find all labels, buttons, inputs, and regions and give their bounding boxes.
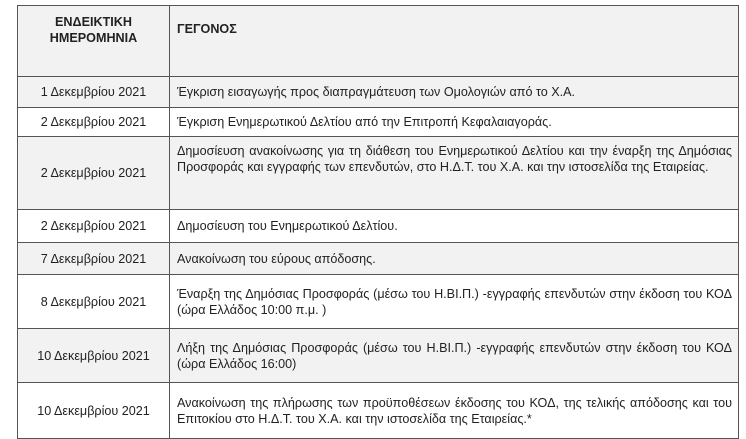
row-event: Λήξη της Δημόσιας Προσφοράς (μέσω του Η.ΒΙ.Π.) -εγγραφής επενδυτών στην έκδοση του ΚΟΔ (ώρα Ελλάδος 16:00) bbox=[170, 329, 739, 383]
row-date: 2 Δεκεμβρίου 2021 bbox=[18, 108, 170, 137]
header-date bbox=[18, 6, 170, 77]
table-row bbox=[18, 329, 739, 383]
row-event: Έγκριση Ενημερωτικού Δελτίου από την Επιτροπή Κεφαλαιαγοράς. bbox=[170, 108, 739, 137]
row-event: Έγκριση εισαγωγής προς διαπραγμάτευση των Ομολογιών από το Χ.Α. bbox=[170, 77, 739, 108]
row-event: Δημοσίευση ανακοίνωσης για τη διάθεση του Ενημερωτικού Δελτίου και την έναρξη της Δημόσιας Προσφοράς και εγγραφής των επενδυτών, στο Η.Δ.Τ. του Χ.Α. και την ιστοσελίδα της Εταιρείας. bbox=[170, 137, 739, 210]
table-row bbox=[18, 383, 739, 439]
row-date: 7 Δεκεμβρίου 2021 bbox=[18, 243, 170, 275]
header-date-line1: ΕΝΔΕΙΚΤΙΚΗ bbox=[55, 15, 132, 29]
header-date-line2: ΗΜΕΡΟΜΗΝΙΑ bbox=[49, 31, 138, 45]
timeline-table bbox=[17, 5, 739, 439]
row-event: Ανακοίνωση της πλήρωσης των προϋποθέσεων έκδοσης του ΚΟΔ, της τελικής απόδοσης και του Επιτοκίου στο Η.Δ.Τ. του Χ.Α. και την ιστοσελίδα της Εταιρείας.* bbox=[170, 383, 739, 439]
table-row bbox=[18, 243, 739, 275]
row-date: 1 Δεκεμβρίου 2021 bbox=[18, 77, 170, 108]
row-date: 2 Δεκεμβρίου 2021 bbox=[18, 137, 170, 210]
table-row bbox=[18, 108, 739, 137]
header-event: ΓΕΓΟΝΟΣ bbox=[170, 6, 739, 77]
table-row bbox=[18, 210, 739, 243]
row-date: 10 Δεκεμβρίου 2021 bbox=[18, 329, 170, 383]
table-row bbox=[18, 77, 739, 108]
row-date: 2 Δεκεμβρίου 2021 bbox=[18, 210, 170, 243]
table-row bbox=[18, 137, 739, 210]
table-row bbox=[18, 275, 739, 329]
table-header-row bbox=[18, 6, 739, 77]
row-date: 10 Δεκεμβρίου 2021 bbox=[18, 383, 170, 439]
row-event: Ανακοίνωση του εύρους απόδοσης. bbox=[170, 243, 739, 275]
row-event: Έναρξη της Δημόσιας Προσφοράς (μέσω του Η.ΒΙ.Π.) -εγγραφής επενδυτών στην έκδοση του ΚΟΔ (ώρα Ελλάδος 10:00 π.μ. ) bbox=[170, 275, 739, 329]
row-event: Δημοσίευση του Ενημερωτικού Δελτίου. bbox=[170, 210, 739, 243]
row-date: 8 Δεκεμβρίου 2021 bbox=[18, 275, 170, 329]
